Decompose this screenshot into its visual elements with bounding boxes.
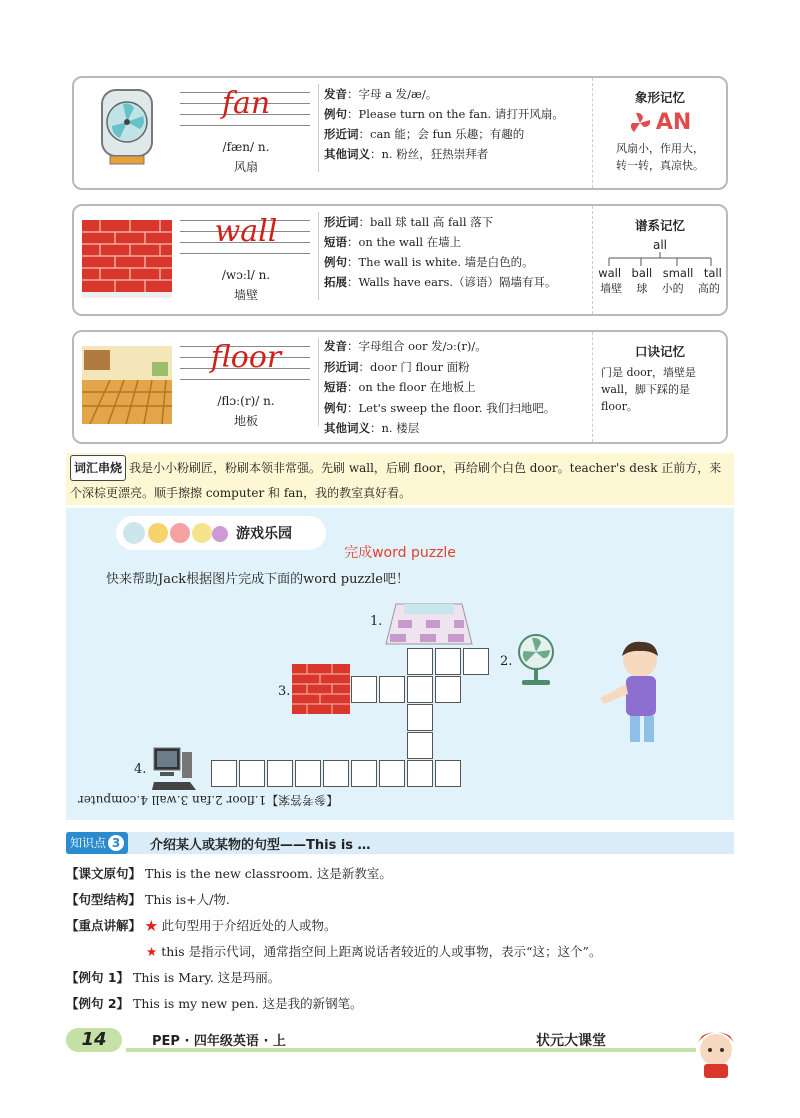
wall-clue-icon [292,664,350,716]
kp-tag: 知识点 [70,836,107,850]
chant-tag: 词汇串烧 [70,455,126,481]
puzzle-cell[interactable] [407,704,433,731]
game-instruction: 快来帮助Jack根据图片完成下面的word puzzle吧！ [106,572,409,587]
memo-words: wall ball small tall [598,266,722,280]
brand-title: 状元大课堂 [536,1033,606,1049]
word-handwritten: wall [214,214,278,249]
word-info: 发音：字母 a 发/æ/。 例句：Please turn on the fan. 请打开风扇。 形近词：can 能；会 fun 乐趣；有趣的 其他词义：n. 粉丝，狂热崇拜者 [324,87,564,161]
memo-logo: AN [593,110,727,140]
vocab-card-floor [72,330,728,444]
answer-key: 【参考答案】1.floor 2.fan 3.wall 4.computer [78,793,339,807]
word-box [178,84,319,172]
word-box [178,338,319,426]
tree-lines [593,252,727,266]
game-title: 完成word puzzle [344,545,456,561]
mascot-icon [686,1020,746,1082]
word-handwritten: fan [221,86,271,121]
puzzle-cell[interactable] [435,676,461,703]
memo-title: 谱系记忆 [634,218,685,233]
word-info: 形近词：ball 球 tall 高 fall 落下 短语：on the wall 在墙上 例句：The wall is white. 墙是白色的。 拓展：Walls have ears.（谚语）隔墙有耳。 [324,215,557,289]
kp-number: 3 [108,835,124,851]
word-info: 发音：字母组合 oor 发/ɔː(r)/。 形近词：door 门 flour 面粉 短语：on the floor 在地板上 例句：Let's sweep the floor. 我们扫地吧。 其他词义：n. 楼层 [324,339,556,435]
puzzle-cell[interactable] [323,760,349,787]
puzzle-cell[interactable] [407,732,433,759]
vocab-chant [66,453,734,505]
puzzle-cell[interactable] [435,760,461,787]
puzzle-cell[interactable] [435,648,461,675]
floor-clue-icon [384,600,474,646]
phonetic: /fæn/ n. [222,140,270,154]
memo-cn: 墙壁 球 小的 高的 [600,282,720,295]
fan-blade-icon [629,112,651,134]
vocab-card-wall [72,204,728,316]
fan-clue-icon [516,632,556,688]
floor-room-icon [80,340,174,426]
clue-number-4: 4. [134,762,147,777]
clue-number-1: 1. [370,614,383,629]
memo-title: 象形记忆 [634,90,685,105]
series-title: PEP · 四年级英语 · 上 [152,1034,286,1049]
puzzle-cell[interactable] [351,760,377,787]
meaning: 地板 [233,414,258,428]
phonetic: /flɔː(r)/ n. [217,394,275,408]
computer-clue-icon [150,746,202,792]
memo-root: all [652,238,668,252]
text-line-2: 【句型结构】 This is+人/物. [66,892,230,907]
text-line-6: 【例句 2】 This is my new pen. 这是我的新钢笔。 [66,996,363,1011]
star-icon: ★ [145,918,158,933]
text-line-4: ★ this 是指示代词，通常指空间上距离说话者较近的人或事物，表示“这；这个”。 [146,944,602,959]
meaning: 墙壁 [233,288,258,302]
text-line-1: 【课文原句】 This is the new classroom. 这是新教室。 [66,866,392,881]
word-box [178,212,319,300]
puzzle-cell[interactable] [379,676,405,703]
meaning: 风扇 [233,160,258,174]
clue-number-2: 2. [500,654,513,669]
text-line-5: 【例句 1】 This is Mary. 这是玛丽。 [66,970,281,985]
memory-tip: 象形记忆 AN 风扇小，作用大， 转一转，真凉快。 [592,78,727,188]
puzzle-cell[interactable] [267,760,293,787]
puzzle-cell[interactable] [407,760,433,787]
kp-title: 介绍某人或某物的句型——This is … [150,838,371,853]
vocab-card-fan [72,76,728,190]
fan-icon [80,86,174,172]
puzzle-cell[interactable] [407,648,433,675]
memo-title: 口诀记忆 [634,344,685,359]
brick-wall-icon [80,214,174,300]
puzzle-cell[interactable] [407,676,433,703]
puzzle-cell[interactable] [211,760,237,787]
banner-text: 游戏乐园 [236,526,292,542]
puzzle-cell[interactable] [463,648,489,675]
puzzle-cell[interactable] [351,676,377,703]
game-section [66,508,734,820]
puzzle-cell[interactable] [295,760,321,787]
puzzle-cell[interactable] [239,760,265,787]
text-line-3: 【重点讲解】 ★ 此句型用于介绍近处的人或物。 [66,918,337,933]
memory-tip [592,206,727,314]
page-number: 14 [66,1028,122,1052]
star-icon: ★ [146,944,158,959]
knowledge-point-header [66,832,734,854]
memory-tip: 口诀记忆 门是 door，墙壁是 wall，脚下踩的是 floor。 [592,332,727,442]
chant-text: 我是小小粉刷匠，粉刷本领非常强。先刷 wall，后刷 floor，再给刷个白色 door。teacher's desk 正前方，来个深棕更漂亮。顺手擦擦 computer 和 fan，我的教室真好看。 [70,461,722,500]
jack-character-icon [592,636,682,746]
footer [66,1028,716,1054]
word-handwritten: floor [210,340,282,375]
puzzle-cell[interactable] [379,760,405,787]
phonetic: /wɔːl/ n. [221,268,271,282]
clue-number-3: 3. [278,684,291,699]
